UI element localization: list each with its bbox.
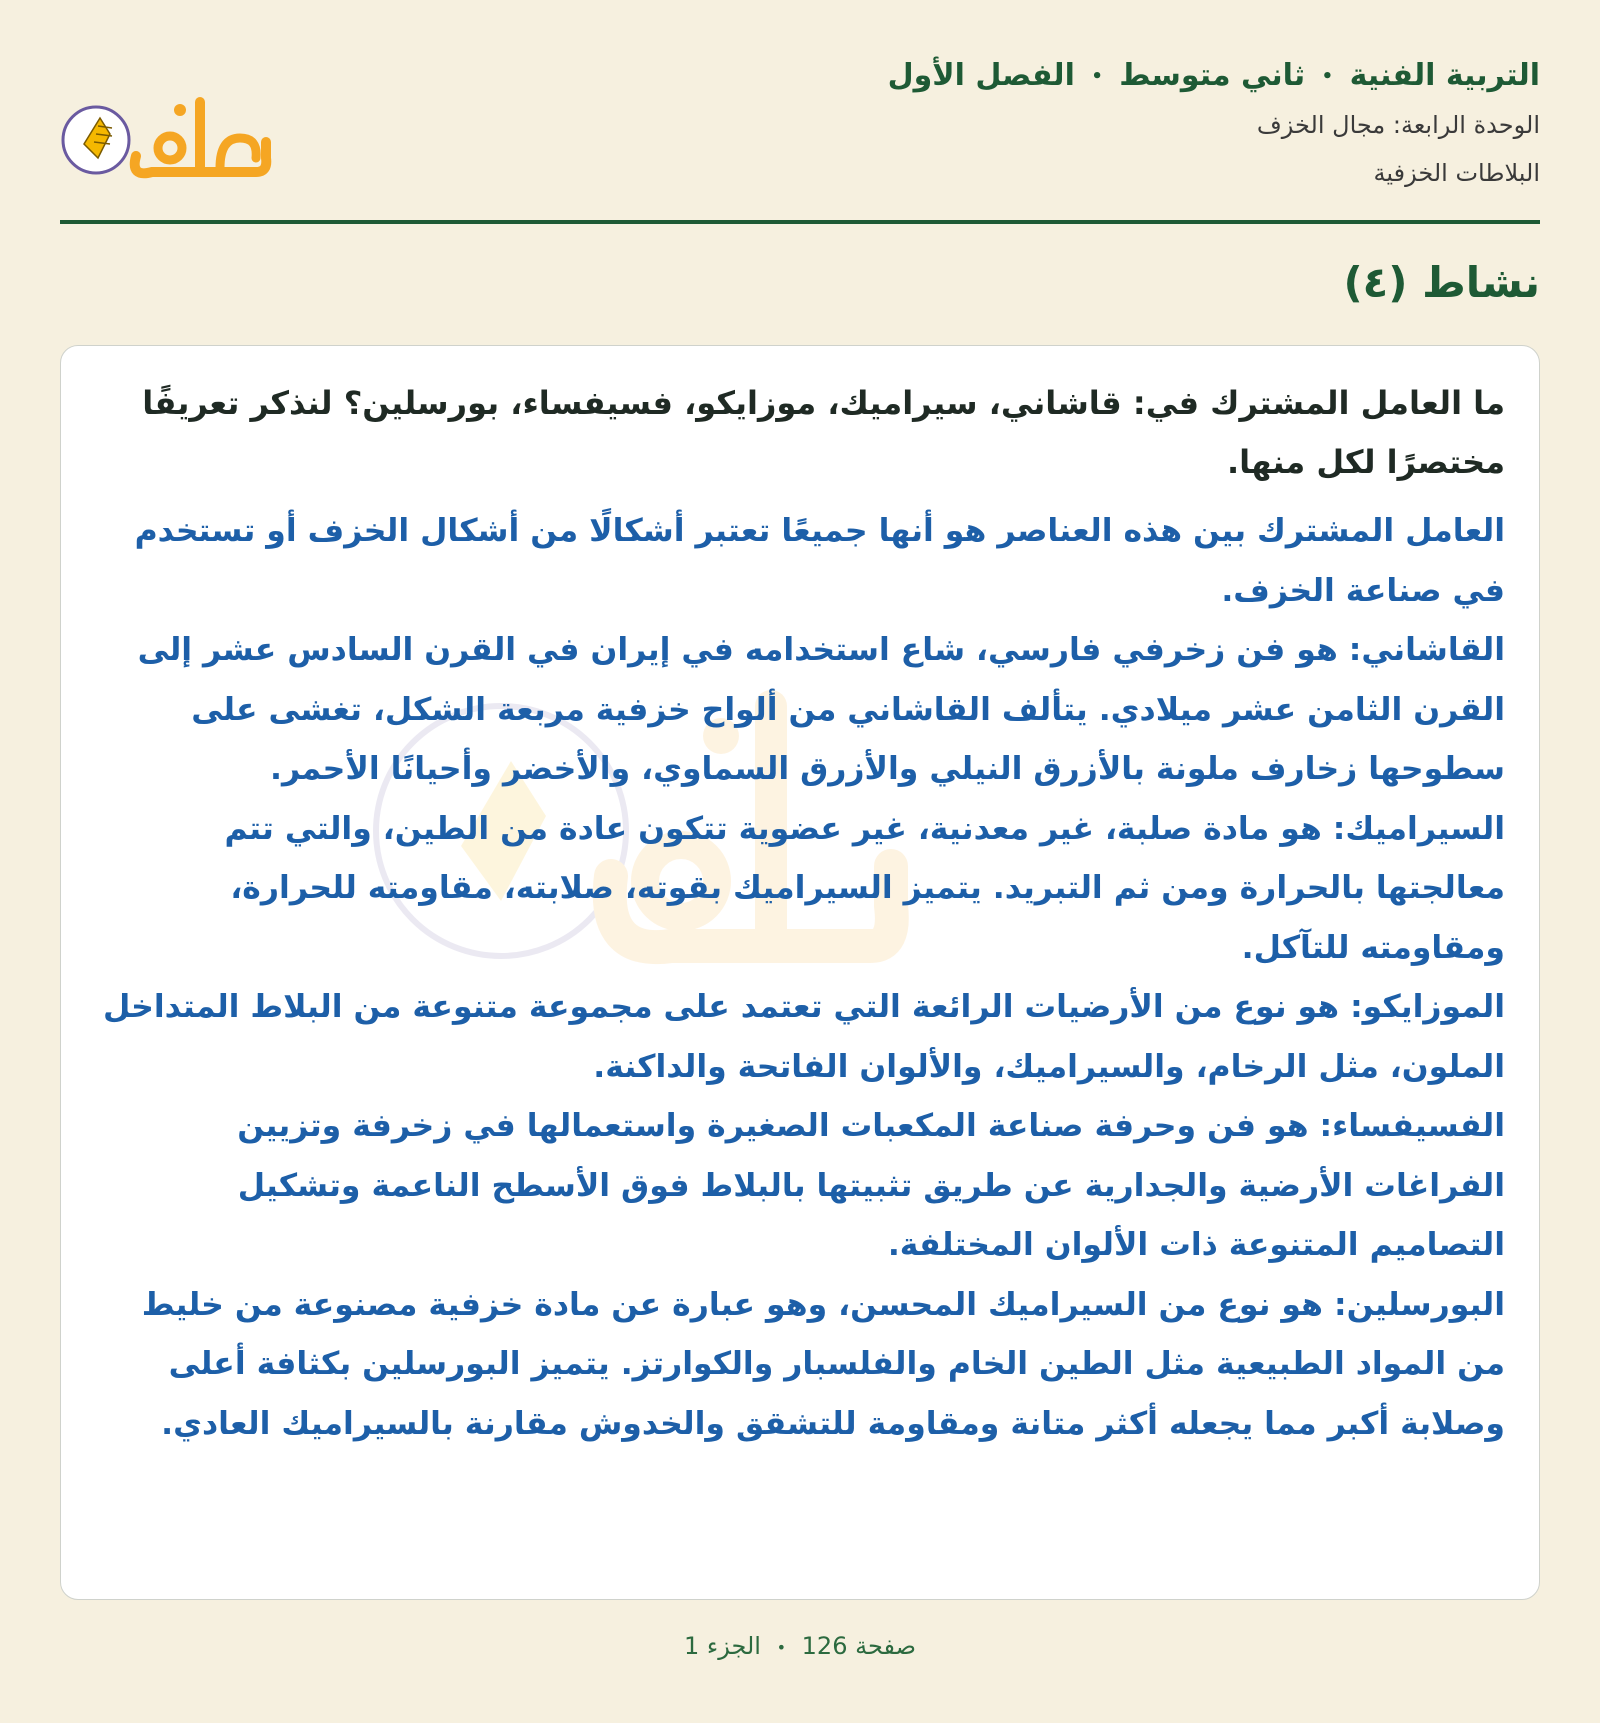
- part-number: الجزء 1: [684, 1632, 761, 1660]
- separator-dot: •: [776, 1637, 787, 1657]
- subject-name: التربية الفنية: [1349, 58, 1540, 93]
- answer-porcelain: البورسلين: هو نوع من السيراميك المحسن، وهو عبارة عن مادة خزفية مصنوعة من خليط من المواد الطبيعية مثل الطين الخام والفلسبار والكوارتز. يتميز البورسلين بكثافة أعلى وصلابة أكبر مما يجعله أكثر متانة ومقاومة للتشقق والخدوش مقارنة بالسيراميك العادي.: [141, 1286, 1505, 1442]
- grade-name: ثاني متوسط: [1119, 58, 1306, 93]
- answer-mosaico: الموزايكو: هو نوع من الأرضيات الرائعة التي تعتمد على مجموعة متنوعة من البلاط المتداخل الملون، مثل الرخام، والسيراميك، والألوان الفاتحة والداكنة.: [103, 989, 1505, 1085]
- page: [60, 0, 1540, 1723]
- page-footer: [60, 1632, 1540, 1660]
- unit-name: الوحدة الرابعة: مجال الخزف: [1256, 110, 1540, 139]
- activity-title: نشاط (٤): [1343, 258, 1540, 307]
- header-text: [888, 52, 1540, 197]
- separator-dot: •: [1091, 65, 1103, 87]
- hulul-logo: [60, 82, 280, 182]
- header-divider: [60, 220, 1540, 224]
- answer-qashani: القاشاني: هو فن زخرفي فارسي، شاع استخدامه في إيران في القرن السادس عشر إلى القرن الثامن عشر ميلادي. يتألف القاشاني من ألواح خزفية مربعة الشكل، تغشى على سطوحها زخارف ملونة بالأزرق النيلي والأزرق السماوي، والأخضر وأحيانًا الأحمر.: [137, 632, 1505, 787]
- answer-mosaic: الفسيفساء: هو فن وحرفة صناعة المكعبات الصغيرة واستعمالها في زخرفة وتزيين الفراغات الأرضية والجدارية عن طريق تثبيتها بالبلاط فوق الأسطح الناعمة وتشكيل التصاميم المتنوعة ذات الألوان المختلفة.: [237, 1108, 1505, 1263]
- subject-line: [888, 52, 1540, 101]
- activity-question: ما العامل المشترك في: قاشاني، سيراميك، موزايكو، فسيفساء، بورسلين؟ لنذكر تعريفًا مختصرًا لكل منها.: [142, 384, 1505, 481]
- separator-dot: •: [1321, 65, 1334, 87]
- answer-common-factor: العامل المشترك بين هذه العناصر هو أنها جميعًا تعتبر أشكالًا من أشكال الخزف أو تستخدم في صناعة الخزف.: [134, 513, 1505, 609]
- answer-ceramic: السيراميك: هو مادة صلبة، غير معدنية، غير عضوية تتكون عادة من الطين، والتي تتم معالجتها بالحرارة ومن ثم التبريد. يتميز السيراميك بقوته، صلابته، مقاومته للحرارة، ومقاومته للتآكل.: [224, 810, 1505, 966]
- page-number: صفحة 126: [801, 1632, 916, 1660]
- activity-card: [60, 345, 1540, 1600]
- term-name: الفصل الأول: [887, 58, 1075, 93]
- lesson-name: البلاطات الخزفية: [1373, 158, 1540, 187]
- page-header: [60, 52, 1540, 222]
